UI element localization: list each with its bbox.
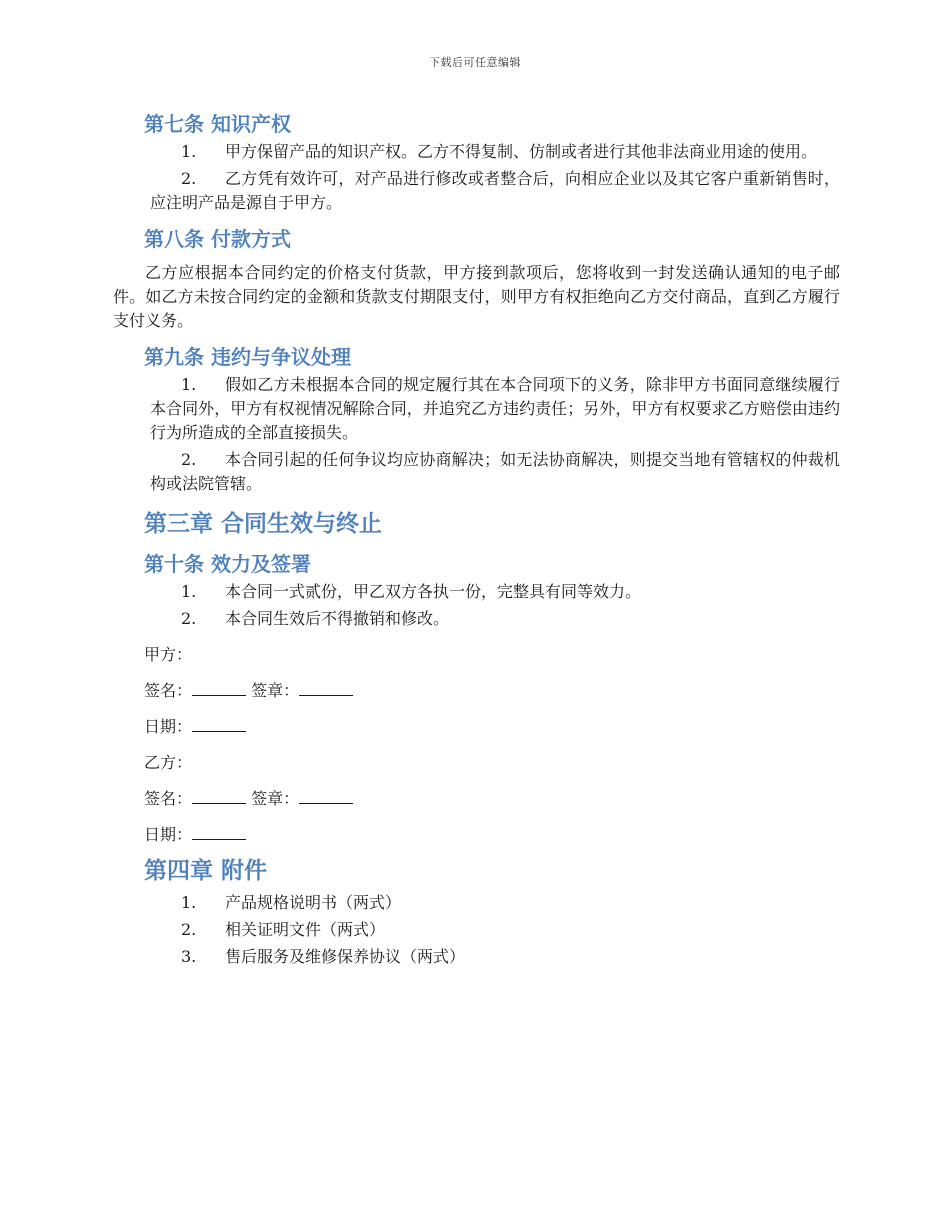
item-number: 2. [181,169,197,188]
chapter-4-title: 第四章 附件 [144,858,268,884]
article-7-item-1 [113,140,840,164]
article-8-paragraph: 乙方应根据本合同约定的价格支付货款，甲方接到款项后，您将收到一封发送确认通知的电子邮件。如乙方未按合同约定的金额和货款支付期限支付，则甲方有权拒绝向乙方交付商品，直到乙方履行支付义务。 [113,263,840,330]
page-header: 下载后可任意编辑 [429,56,521,69]
item-number: 2. [181,609,197,628]
party-a-signature-row [113,679,840,703]
article-9-item-2 [113,448,840,496]
party-a-label: 甲方： [144,645,193,664]
article-9-title: 第九条 违约与争议处理 [144,345,351,369]
party-b-signature-row [113,787,840,811]
item-text: 乙方凭有效许可，对产品进行修改或者整合后，向相应企业以及其它客户重新销售时，应注明产品是源自于甲方。 [150,169,840,212]
item-number: 1. [181,893,197,912]
date-blank[interactable] [192,823,246,840]
item-text: 甲方保留产品的知识产权。乙方不得复制、仿制或者进行其他非法商业用途的使用。 [225,142,818,161]
date-label: 日期： [144,717,193,736]
item-text: 产品规格说明书（两式） [225,893,402,912]
article-10-item-2 [113,607,840,631]
item-text: 相关证明文件（两式） [225,920,386,939]
article-10-title: 第十条 效力及签署 [144,552,311,576]
item-text: 本合同一式贰份，甲乙双方各执一份，完整具有同等效力。 [225,582,642,601]
signature-blank[interactable] [192,679,246,696]
signature-blank[interactable] [192,787,246,804]
date-label: 日期： [144,825,193,844]
party-b-date-row [113,823,840,847]
date-blank[interactable] [192,715,246,732]
party-b-label: 乙方： [144,753,193,772]
item-text: 售后服务及维修保养协议（两式） [225,947,466,966]
attachment-item-2 [113,918,840,942]
attachment-item-1 [113,891,840,915]
item-text: 假如乙方未根据本合同的规定履行其在本合同项下的义务，除非甲方书面同意继续履行本合同外，甲方有权视情况解除合同，并追究乙方违约责任；另外，甲方有权要求乙方赔偿由违约行为所造成的全部直接损失。 [150,375,840,442]
item-number: 1. [181,582,197,601]
seal-label: 签章： [251,681,300,700]
article-7-item-2 [113,167,840,215]
article-9-item-1 [113,373,840,445]
article-8-title: 第八条 付款方式 [144,227,291,251]
seal-blank[interactable] [299,679,353,696]
article-7-title: 第七条 知识产权 [144,112,291,136]
sign-label: 签名： [144,789,193,808]
seal-label: 签章： [251,789,300,808]
item-number: 2. [181,450,197,469]
document-body [113,108,840,969]
chapter-3-title: 第三章 合同生效与终止 [144,511,383,537]
item-number: 1. [181,142,197,161]
item-text: 本合同引起的任何争议均应协商解决；如无法协商解决，则提交当地有管辖权的仲裁机构或法院管辖。 [150,450,840,493]
party-a-date-row [113,715,840,739]
attachment-item-3 [113,945,840,969]
item-text: 本合同生效后不得撤销和修改。 [225,609,450,628]
item-number: 1. [181,375,197,394]
item-number: 3. [181,947,197,966]
sign-label: 签名： [144,681,193,700]
seal-blank[interactable] [299,787,353,804]
article-10-item-1 [113,580,840,604]
item-number: 2. [181,920,197,939]
